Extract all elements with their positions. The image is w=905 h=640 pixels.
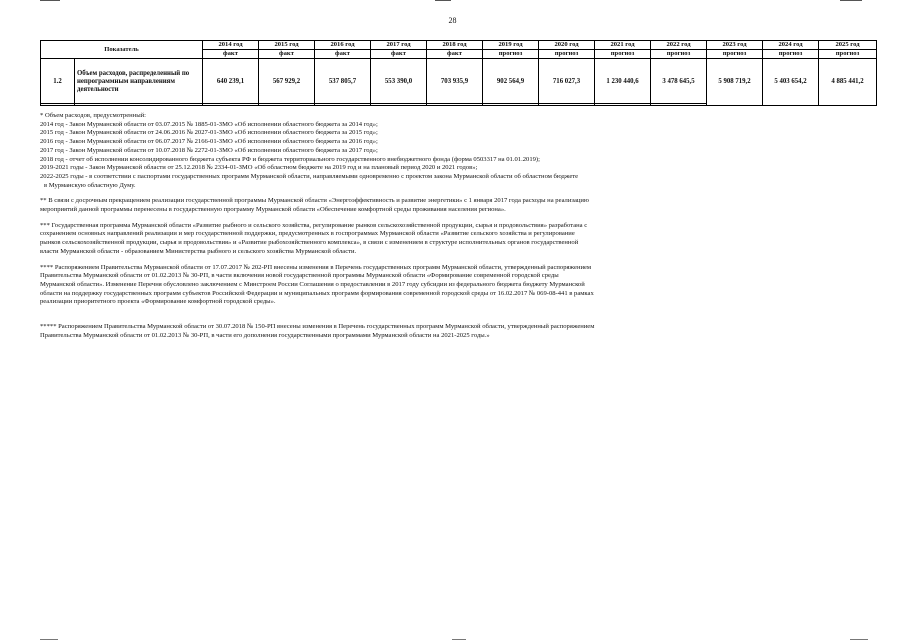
scan-edge-mark <box>40 0 60 1</box>
value-cell: 5 908 719,2 <box>707 59 763 106</box>
footnote-line: области на поддержку государственных программ субъектов Российской Федерации и муниципальных программ формирования современной городской среды от 16.02.2017 № 069-08-441 в рамках <box>40 289 594 297</box>
footnote-line: Мурманской области». Изменение Перечня обусловлено заключением с Минстроем России Соглашения о предоставлении в 2017 году субсидии из федерального бюджета бюджету Мурманской <box>40 280 585 288</box>
value-type-header: прогноз <box>539 50 595 59</box>
value-cell: 716 027,3 <box>539 59 595 106</box>
footnote-line: *** Государственная программа Мурманской области «Развитие рыбного и сельского хозяйства, регулирование рынков сельскохозяйственной продукции, сырья и продовольствия» разработана с <box>40 221 588 229</box>
footnote-line: власти Мурманской области - образованием Министерства рыбного и сельского хозяйства Мурманской области. <box>40 247 357 255</box>
year-header: 2024 год <box>763 41 819 50</box>
footnote-separator <box>40 103 706 104</box>
footnote-5 <box>40 323 720 340</box>
indicator-header: Показатель <box>41 41 203 59</box>
value-cell: 1 230 440,6 <box>595 59 651 106</box>
value-cell: 5 403 654,2 <box>763 59 819 106</box>
year-header: 2021 год <box>595 41 651 50</box>
value-type-header: прогноз <box>651 50 707 59</box>
footnote-line: 2015 год - Закон Мурманской области от 24.06.2016 № 2027-01-ЗМО «Об исполнении областного бюджета за 2015 год»; <box>40 129 378 137</box>
footnote-3 <box>40 222 720 257</box>
year-header: 2025 год <box>819 41 877 50</box>
footnote-line: 2019-2021 годы - Закон Мурманской области от 25.12.2018 № 2334-01-ЗМО «Об областном бюджете на 2019 год и на плановый период 2020 и 2021 годов»; <box>40 164 478 172</box>
footnote-line: в Мурманскую областную Думу. <box>44 181 136 189</box>
footnote-line: рынков сельскохозяйственной продукции, сырья и продовольствия» и «Развитие рыбохозяйственного комплекса», в связи с изменением в структуре исполнительных органов государственной <box>40 239 579 247</box>
footnote-line: 2018 год - отчет об исполнении консолидированного бюджета субъекта РФ и бюджета территориального государственного внебюджетного фонда (форма 0503317 на 01.01.2019); <box>40 155 540 163</box>
footnote-line: 2022-2025 годы - в соответствии с паспортами государственных программ Мурманской области, направляемыми одновременно с проектом закона Мурманской области об областном бюджете <box>40 172 579 180</box>
footnote-4 <box>40 264 720 308</box>
footnote-line: * Объем расходов, предусмотренный: <box>40 112 146 119</box>
footnote-line: Правительства Мурманской области от 01.02.2013 № 30-РП, в части его дополнения государственными программами Мурманской области на 2021-2025 годы.» <box>40 331 490 339</box>
value-type-header: прогноз <box>763 50 819 59</box>
footnote-line: мероприятий данной программы перенесены в государственную программу Мурманской области «Обеспечение комфортной среды проживания населения региона». <box>40 206 506 214</box>
year-header: 2022 год <box>651 41 707 50</box>
value-cell: 553 390,0 <box>371 59 427 106</box>
footnote-line: сохранением основных направлений реализации и мер государственной поддержки, предусмотренных в госпрограммах Мурманской области «Развитие сельского хозяйства и регулирование <box>40 230 575 238</box>
value-type-header: прогноз <box>483 50 539 59</box>
value-type-header: факт <box>427 50 483 59</box>
year-header: 2016 год <box>315 41 371 50</box>
footnote-line: ** В связи с досрочным прекращением реализации государственной программы Мурманской области «Энергоэффективность и развитие энергетики» с 1 января 2017 года расходы на реализацию <box>40 197 589 205</box>
footnote-2 <box>40 197 720 214</box>
scan-edge-mark <box>435 0 451 1</box>
year-header: 2015 год <box>259 41 315 50</box>
page-number: 28 <box>448 16 457 25</box>
table-row <box>41 59 877 106</box>
year-header: 2014 год <box>203 41 259 50</box>
header-row-years <box>41 41 877 50</box>
footnote-line: 2014 год - Закон Мурманской области от 03.07.2015 № 1885-01-ЗМО «Об исполнении областного бюджета за 2014 год»; <box>40 120 378 128</box>
value-type-header: факт <box>371 50 427 59</box>
footnote-line: 2016 год - Закон Мурманской области от 06.07.2017 № 2166-01-ЗМО «Об исполнении областного бюджета за 2016 год»; <box>40 138 378 146</box>
footnote-line: реализации приоритетного проекта «Формирование комфортной городской среды». <box>40 298 276 306</box>
value-cell: 4 885 441,2 <box>819 59 877 106</box>
footnote-line: 2017 год - Закон Мурманской области от 10.07.2018 № 2272-01-ЗМО «Об исполнении областного бюджета за 2017 год»; <box>40 146 378 154</box>
value-cell: 537 805,7 <box>315 59 371 106</box>
indicator-name: Объем расходов, распределенный по непрограммным направлениям деятельности <box>75 59 203 106</box>
value-type-header: факт <box>203 50 259 59</box>
value-type-header: прогноз <box>819 50 877 59</box>
value-type-header: факт <box>259 50 315 59</box>
year-header: 2017 год <box>371 41 427 50</box>
footnote-line: Правительства Мурманской области от 01.02.2013 № 30-РП, в части включения новой государственной программы Мурманской области «Формирование современной городской среды <box>40 272 559 280</box>
value-cell: 3 478 645,5 <box>651 59 707 106</box>
value-type-header: факт <box>315 50 371 59</box>
value-type-header: прогноз <box>595 50 651 59</box>
value-cell: 902 564,9 <box>483 59 539 106</box>
footnote-line: **** Распоряжением Правительства Мурманской области от 17.07.2017 № 202-РП внесены изменения в Перечень государственных программ Мурманской области, утвержденный распоряжением <box>40 263 592 271</box>
footnote-line: ***** Распоряжением Правительства Мурманской области от 30.07.2018 № 150-РП внесены изменения в Перечень государственных программ Мурманской области, утвержденный распоряжением <box>40 323 595 331</box>
scan-edge-mark <box>840 0 862 1</box>
year-header: 2018 год <box>427 41 483 50</box>
year-header: 2019 год <box>483 41 539 50</box>
expenditure-table <box>40 40 877 106</box>
year-header: 2023 год <box>707 41 763 50</box>
value-type-header: прогноз <box>707 50 763 59</box>
value-cell: 567 929,2 <box>259 59 315 106</box>
value-cell: 640 239,1 <box>203 59 259 106</box>
footnotes <box>40 112 720 340</box>
footnote-1 <box>40 112 720 190</box>
value-cell: 703 935,9 <box>427 59 483 106</box>
row-number: 1.2 <box>41 59 75 106</box>
year-header: 2020 год <box>539 41 595 50</box>
